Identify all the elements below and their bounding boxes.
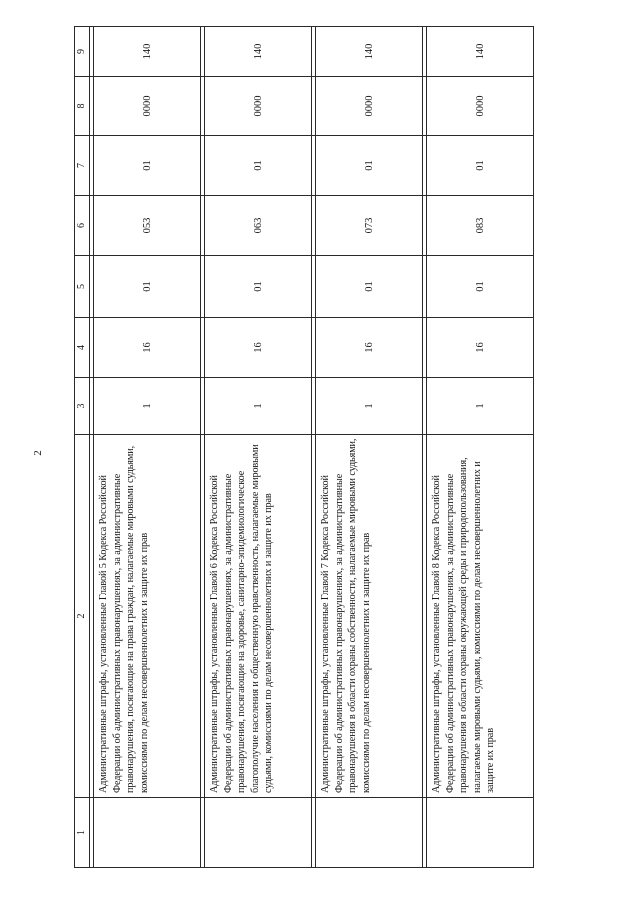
code-col9: 140 bbox=[205, 27, 312, 77]
header-cell: 4 bbox=[75, 318, 90, 378]
rotated-table-area bbox=[74, 27, 533, 868]
fines-table bbox=[74, 26, 534, 868]
header-cell: 6 bbox=[75, 196, 90, 256]
code-col9: 140 bbox=[94, 27, 201, 77]
table-row bbox=[205, 27, 312, 868]
code-col6: 053 bbox=[94, 196, 201, 256]
code-col8: 0000 bbox=[94, 77, 201, 136]
code-col8: 0000 bbox=[427, 77, 534, 136]
header-cell: 9 bbox=[75, 27, 90, 77]
code-col8: 0000 bbox=[316, 77, 423, 136]
code-col5: 01 bbox=[205, 256, 312, 318]
table-row bbox=[427, 27, 534, 868]
code-col7: 01 bbox=[427, 136, 534, 196]
rotated-table-frame bbox=[74, 27, 533, 868]
code-col7: 01 bbox=[205, 136, 312, 196]
fine-description: Административные штрафы, установленные Главой 7 Кодекса Российской Федерации об административных правонарушениях, за административные правонарушения в области охраны собственности, налагаемые мировыми судьями, комиссиями по делам несовершеннолетних и защите их прав bbox=[316, 435, 423, 798]
code-col3: 1 bbox=[316, 378, 423, 435]
code-col6: 063 bbox=[205, 196, 312, 256]
code-col4: 16 bbox=[427, 318, 534, 378]
header-cell: 8 bbox=[75, 77, 90, 136]
fine-description: Административные штрафы, установленные Главой 6 Кодекса Российской Федерации об административных правонарушениях, за административные правонарушения, посягающие на здоровье, санитарно-эпидемиологическое благополучие населения и общественную нравственность, налагаемые мировыми судьями, комиссиями по делам несовершеннолетних и защите их прав bbox=[205, 435, 312, 798]
header-cell: 2 bbox=[75, 435, 90, 798]
code-col8: 0000 bbox=[205, 77, 312, 136]
fine-description: Административные штрафы, установленные Главой 8 Кодекса Российской Федерации об административных правонарушениях, за административные правонарушения в области охраны окружающей среды и природопользования, налагаемые мировыми судьями, комиссиями по делам несовершеннолетних и защите их прав bbox=[427, 435, 534, 798]
code-col5: 01 bbox=[316, 256, 423, 318]
row-index-cell bbox=[94, 798, 201, 868]
fine-description: Административные штрафы, установленные Главой 5 Кодекса Российской Федерации об административных правонарушениях, за административные правонарушения, посягающие на права граждан, налагаемые мировыми судьями, комиссиями по делам несовершеннолетних и защите их прав bbox=[94, 435, 201, 798]
code-col4: 16 bbox=[94, 318, 201, 378]
code-col9: 140 bbox=[427, 27, 534, 77]
code-col5: 01 bbox=[94, 256, 201, 318]
table-row bbox=[94, 27, 201, 868]
header-cell: 7 bbox=[75, 136, 90, 196]
code-col7: 01 bbox=[94, 136, 201, 196]
code-col7: 01 bbox=[316, 136, 423, 196]
code-col3: 1 bbox=[94, 378, 201, 435]
table-row bbox=[316, 27, 423, 868]
table-header-row bbox=[75, 27, 90, 868]
row-index-cell bbox=[205, 798, 312, 868]
page-number: 2 bbox=[32, 450, 44, 456]
code-col3: 1 bbox=[205, 378, 312, 435]
row-index-cell bbox=[316, 798, 423, 868]
code-col5: 01 bbox=[427, 256, 534, 318]
code-col3: 1 bbox=[427, 378, 534, 435]
header-cell: 1 bbox=[75, 798, 90, 868]
code-col9: 140 bbox=[316, 27, 423, 77]
code-col4: 16 bbox=[205, 318, 312, 378]
row-index-cell bbox=[427, 798, 534, 868]
code-col4: 16 bbox=[316, 318, 423, 378]
header-cell: 3 bbox=[75, 378, 90, 435]
code-col6: 083 bbox=[427, 196, 534, 256]
code-col6: 073 bbox=[316, 196, 423, 256]
header-cell: 5 bbox=[75, 256, 90, 318]
